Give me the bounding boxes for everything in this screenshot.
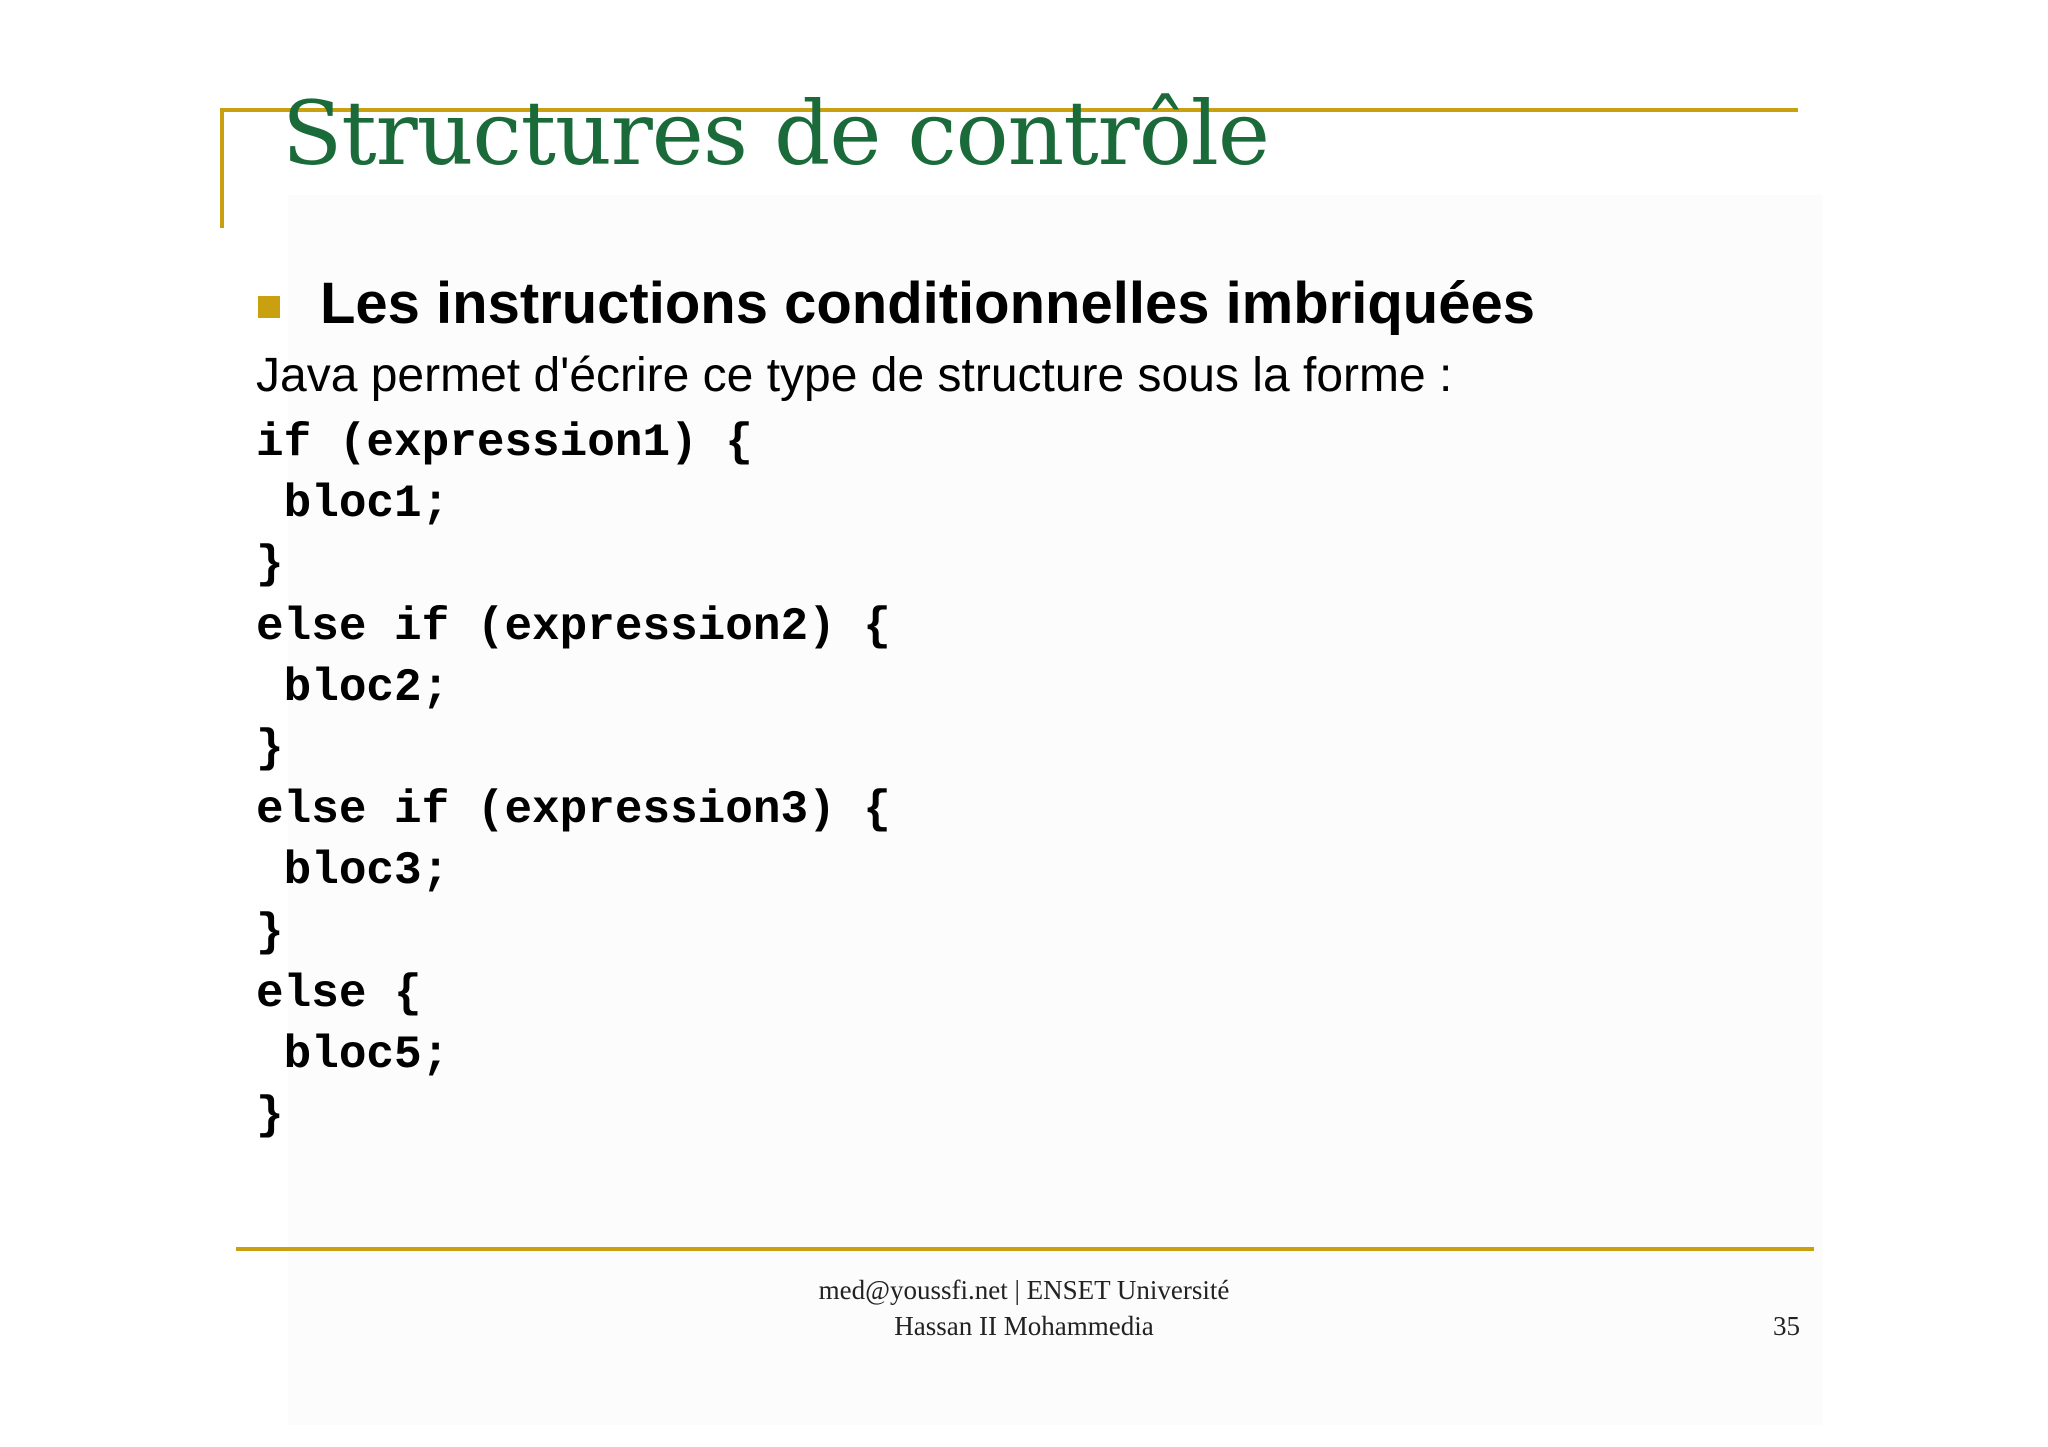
code-line: } bbox=[256, 722, 284, 775]
code-line: else if (expression3) { bbox=[256, 784, 891, 837]
footer-credit bbox=[724, 1272, 1324, 1344]
code-line: else { bbox=[256, 967, 422, 1020]
code-line: if (expression1) { bbox=[256, 417, 753, 469]
code-line: bloc1; bbox=[256, 478, 450, 531]
bullet-heading: Les instructions conditionnelles imbriquées bbox=[320, 271, 1535, 336]
title-frame-left-rule bbox=[220, 108, 224, 228]
footer-line-1: med@youssfi.net | ENSET Université bbox=[818, 1275, 1230, 1305]
code-line: else if (expression2) { bbox=[256, 600, 891, 653]
square-bullet-icon bbox=[258, 296, 280, 318]
code-line: bloc2; bbox=[256, 661, 450, 714]
code-line: } bbox=[256, 539, 284, 592]
slide-title: Structures de contrôle bbox=[282, 82, 1269, 185]
bullet-item bbox=[258, 272, 1535, 336]
code-line: } bbox=[256, 906, 284, 959]
code-block bbox=[256, 413, 891, 1147]
page-number: 35 bbox=[1773, 1311, 1800, 1341]
footer-line-2: Hassan II Mohammedia bbox=[894, 1311, 1154, 1341]
intro-text: Java permet d'écrire ce type de structure sous la forme : bbox=[256, 349, 1453, 402]
code-line: } bbox=[256, 1090, 284, 1143]
code-line: bloc5; bbox=[256, 1028, 450, 1081]
footer-rule bbox=[236, 1247, 1814, 1251]
code-line: bloc3; bbox=[256, 845, 450, 898]
